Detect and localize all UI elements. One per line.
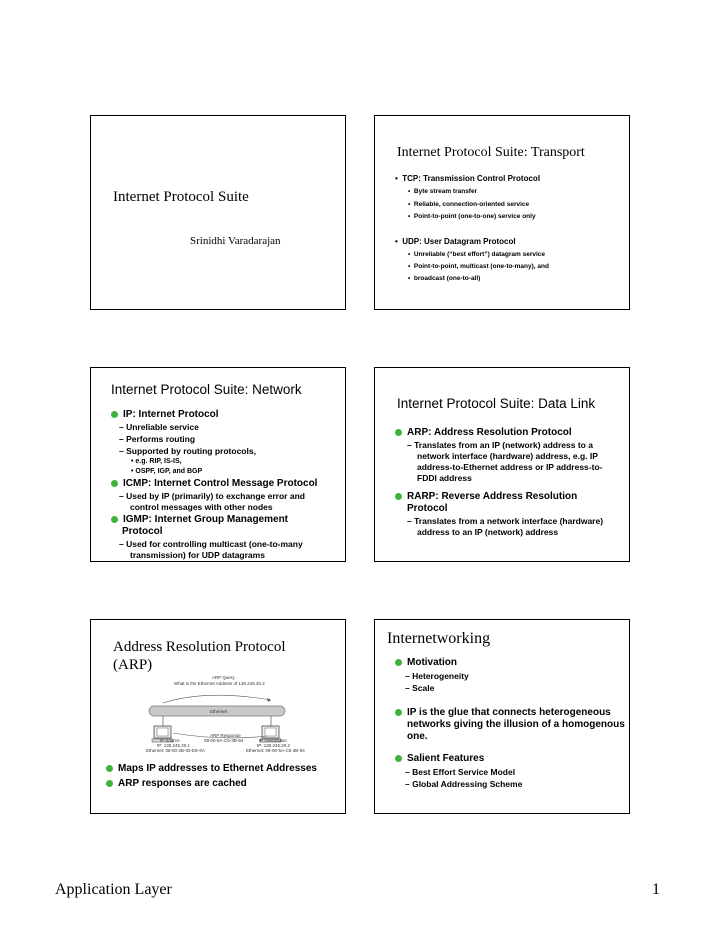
icmp-bullet: ICMP: Internet Control Message Protocol bbox=[111, 478, 317, 489]
arp-map-bullet: Maps IP addresses to Ethernet Addresses bbox=[106, 763, 317, 774]
arp-item: network interface (hardware) address, e.g. IP bbox=[417, 451, 598, 461]
slide-1-title: Internet Protocol Suite bbox=[113, 189, 249, 205]
bullet-dot-icon bbox=[395, 429, 402, 436]
query-arrow bbox=[163, 695, 271, 703]
slide-6-title: Internetworking bbox=[387, 630, 491, 647]
rarp-item: address to an IP (network) address bbox=[417, 527, 559, 537]
source-ethernet: Ethernet: 08-00-2B-00-EE-0A bbox=[146, 748, 206, 753]
tcp-bullet bbox=[395, 174, 540, 183]
udp-item: • broadcast (one-to-all) bbox=[408, 275, 481, 282]
glue-bullet-cont: one. bbox=[407, 731, 428, 742]
igmp-item: transmission) for UDP datagrams bbox=[130, 550, 265, 560]
igmp-bullet-cont: Protocol bbox=[122, 526, 163, 537]
bullet-dot-icon bbox=[395, 659, 402, 666]
bullet-marker: • bbox=[395, 174, 403, 183]
bullet-dot-icon bbox=[395, 493, 402, 500]
arrow-head-icon bbox=[267, 698, 271, 702]
ip-item: – Supported by routing protocols, bbox=[119, 446, 256, 456]
slide-5-title-cont: (ARP) bbox=[113, 657, 153, 673]
slide-2 bbox=[374, 115, 630, 310]
slide-2-title: Internet Protocol Suite: Transport bbox=[397, 145, 585, 160]
slide-1-author: Srinidhi Varadarajan bbox=[190, 235, 281, 247]
slide-3-title: Internet Protocol Suite: Network bbox=[111, 382, 302, 397]
icmp-item: – Used by IP (primarily) to exchange error and bbox=[119, 491, 305, 501]
bullet-dot-icon bbox=[111, 480, 118, 487]
glue-bullet: IP is the glue that connects heterogeneous bbox=[395, 707, 611, 718]
slide-4-title: Internet Protocol Suite: Data Link bbox=[397, 396, 596, 411]
ip-item: – Unreliable service bbox=[119, 422, 199, 432]
ethernet-label: Ethernet bbox=[210, 709, 228, 714]
destination-ip: IP: 130.245.20.2 bbox=[257, 743, 291, 748]
footer-course-title: Application Layer bbox=[55, 881, 172, 898]
arp-bullet: ARP: Address Resolution Protocol bbox=[395, 427, 572, 438]
udp-label: UDP: User Datagram Protocol bbox=[402, 237, 516, 246]
arp-response-label: ARP Response bbox=[210, 733, 241, 738]
arp-item: – Translates from an IP (network) address to a bbox=[407, 440, 593, 450]
glue-bullet-cont: networks giving the illusion of a homogenous bbox=[407, 719, 625, 730]
arp-diagram bbox=[91, 686, 347, 766]
motivation-item: – Scale bbox=[405, 683, 435, 693]
motivation-item: – Heterogeneity bbox=[405, 671, 469, 681]
bullet-dot-icon bbox=[111, 516, 118, 523]
slide-5 bbox=[90, 619, 346, 814]
arp-query-text: What is the Ethernet Address of 130.245.20.2 bbox=[174, 681, 265, 686]
ip-subitem: • e.g. RIP, IS-IS, bbox=[131, 458, 182, 465]
ip-subitem: • OSPF, IGP, and BGP bbox=[131, 468, 203, 475]
arp-item: FDDI address bbox=[417, 473, 472, 483]
rarp-bullet-cont: Protocol bbox=[407, 503, 448, 514]
bullet-dot-icon bbox=[395, 709, 402, 716]
rarp-bullet: RARP: Reverse Address Resolution bbox=[395, 491, 577, 502]
source-ip: IP: 130.245.20.1 bbox=[157, 743, 191, 748]
bullet-dot-icon bbox=[111, 411, 118, 418]
arp-response-text: 08-00-5A-C5-3B-94 bbox=[204, 738, 244, 743]
udp-item: • Unreliable (“best effort”) datagram service bbox=[408, 251, 546, 258]
rarp-item: – Translates from a network interface (hardware) bbox=[407, 516, 604, 526]
tcp-item: • Point-to-point (one-to-one) service only bbox=[408, 213, 536, 220]
udp-item: • Point-to-point, multicast (one-to-many), and bbox=[408, 263, 549, 270]
slide-1 bbox=[90, 115, 346, 310]
tcp-item: • Byte stream transfer bbox=[408, 188, 478, 195]
igmp-item: – Used for controlling multicast (one-to-many bbox=[119, 539, 303, 549]
destination-ethernet: Ethernet: 08-00-5A-C5-3B-94 bbox=[246, 748, 305, 753]
motivation-bullet: Motivation bbox=[395, 657, 457, 668]
arp-item: address-to-Ethernet address or IP address-to- bbox=[417, 462, 603, 472]
source-label: IP Source bbox=[160, 738, 180, 743]
slide-5-title: Address Resolution Protocol bbox=[113, 639, 286, 655]
salient-item: – Global Addressing Scheme bbox=[405, 779, 523, 789]
icmp-item: control messages with other nodes bbox=[130, 502, 273, 512]
tcp-label: TCP: Transmission Control Protocol bbox=[402, 174, 541, 183]
bullet-dot-icon bbox=[106, 780, 113, 787]
salient-item: – Best Effort Service Model bbox=[405, 767, 516, 777]
bullet-dot-icon bbox=[395, 755, 402, 762]
slide-6 bbox=[374, 619, 630, 814]
udp-bullet: • UDP: User Datagram Protocol bbox=[395, 237, 516, 246]
destination-label: IP Destination bbox=[259, 738, 287, 743]
slide-4 bbox=[374, 367, 630, 562]
bullet-dot-icon bbox=[106, 765, 113, 772]
arp-query-label: ARP Query bbox=[212, 675, 235, 680]
footer-page-number: 1 bbox=[652, 881, 660, 898]
slide-3 bbox=[90, 367, 346, 562]
ip-bullet: IP: Internet Protocol bbox=[111, 409, 219, 420]
arp-cache-bullet: ARP responses are cached bbox=[106, 778, 247, 789]
salient-bullet: Salient Features bbox=[395, 753, 484, 764]
ip-item: – Performs routing bbox=[119, 434, 196, 444]
tcp-item: • Reliable, connection-oriented service bbox=[408, 201, 530, 208]
igmp-bullet: IGMP: Internet Group Management bbox=[111, 514, 288, 525]
